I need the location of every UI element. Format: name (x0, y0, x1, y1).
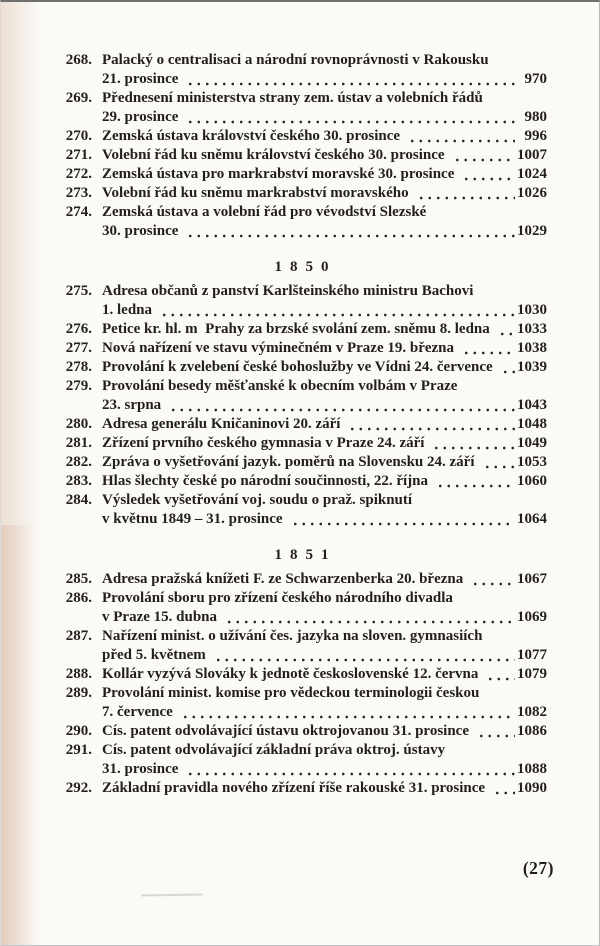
entry-title-continuation: 29. prosince (102, 109, 179, 125)
toc-entry-line (56, 703, 547, 722)
entry-title: Cís. patent odvolávající základní práva oktroj. ústavy (102, 742, 446, 758)
toc-entry (56, 339, 547, 358)
toc-entry (56, 320, 547, 339)
entry-number: 285. (65, 571, 92, 587)
toc-entry (56, 491, 547, 529)
dot-leader (492, 779, 515, 798)
entry-title: Volební řád ku sněmu království českého 30. prosince (102, 147, 445, 163)
entry-title: Zemská ústava království českého 30. prosince (102, 128, 401, 144)
entry-page-number: 1088 (517, 761, 547, 777)
toc-entry-line (56, 646, 547, 665)
toc-entry (56, 165, 547, 184)
dot-leader (347, 415, 515, 434)
toc-entry-line (56, 510, 547, 529)
toc-entry-line (56, 396, 547, 415)
entry-title: Nařízení minist. o užívání čes. jazyka na sloven. gymnasiích (102, 628, 483, 644)
toc-entry (56, 415, 547, 434)
entry-page-number: 1038 (517, 340, 547, 356)
toc-entry-line (56, 358, 547, 377)
entry-title-continuation: 30. prosince (102, 223, 179, 239)
dot-leader (159, 301, 515, 320)
toc-entry-line (56, 627, 547, 646)
entry-page-number: 1060 (517, 473, 547, 489)
entry-page-number: 1043 (517, 397, 547, 413)
toc-entry (56, 472, 547, 491)
toc-entry-line (56, 320, 547, 339)
entry-number: 274. (65, 204, 92, 220)
entry-title: Provolání sboru pro zřízení českého národního divadla (102, 590, 453, 606)
entry-number: 290. (65, 723, 92, 739)
toc-entry-line (56, 184, 547, 203)
toc-entry-line (56, 453, 547, 472)
entry-page-number: 1026 (517, 185, 547, 201)
entry-title: Výsledek vyšetřování voj. soudu o praž. spiknutí (102, 492, 413, 508)
entry-title: Přednesení ministerstva strany zem. ústav a volebních řádů (102, 90, 483, 106)
toc-entry (56, 146, 547, 165)
entry-title-continuation: v květnu 1849 – 31. prosince (102, 511, 283, 527)
entry-page-number: 1082 (517, 704, 547, 720)
dot-leader (452, 146, 515, 165)
entry-page-number: 1033 (517, 321, 547, 337)
toc-entry-line (56, 684, 547, 703)
toc-entry (56, 282, 547, 320)
entry-title: Nová nařízení ve stavu výminečném v Praze 19. března (102, 340, 455, 356)
entry-title-continuation: 21. prosince (102, 71, 179, 87)
entry-number: 287. (65, 628, 92, 644)
toc-entry-line (56, 51, 547, 70)
entry-number: 278. (65, 359, 92, 375)
dot-leader (180, 703, 515, 722)
toc-entry-line (56, 491, 547, 510)
toc-entry (56, 665, 547, 684)
toc-entry-line (56, 282, 547, 301)
dot-leader (213, 646, 515, 665)
dot-leader (500, 358, 515, 377)
toc-entry (56, 589, 547, 627)
entry-title: Zřízení prvního českého gymnasia v Praze 24. září (102, 435, 425, 451)
dot-leader (185, 70, 515, 89)
entry-title: Hlas šlechty české po národní součinnosti, 22. října (102, 473, 429, 489)
entry-title: Adresa občanů z panství Karlšteinského ministru Bachovi (102, 283, 474, 299)
toc-entry-line (56, 472, 547, 491)
entry-number: 277. (65, 340, 92, 356)
scan-artifact (141, 893, 203, 896)
entry-number: 283. (65, 473, 92, 489)
entry-title-continuation: v Praze 15. dubna (102, 609, 218, 625)
entry-page-number: 980 (524, 109, 547, 125)
toc-entry-line (56, 89, 547, 108)
dot-leader (416, 184, 515, 203)
entry-number: 291. (65, 742, 92, 758)
entry-number: 276. (65, 321, 92, 337)
entry-title: Základní pravidla nového zřízení říše rakouské 31. prosince (102, 780, 486, 796)
entry-number: 268. (65, 52, 92, 68)
toc-entry (56, 779, 547, 798)
toc-entry-line (56, 70, 547, 89)
entry-title: Zemská ústava pro markrabství moravské 30. prosince (102, 166, 455, 182)
dot-leader (470, 570, 515, 589)
entry-number: 286. (65, 590, 92, 606)
toc-entry-line (56, 127, 547, 146)
dot-leader (431, 434, 515, 453)
toc-entry-line (56, 222, 547, 241)
toc-entry-line (56, 203, 547, 222)
entry-number: 280. (65, 416, 92, 432)
entry-page-number: 1030 (517, 302, 547, 318)
entry-title-continuation: 7. července (102, 704, 173, 720)
toc-entry-line (56, 779, 547, 798)
toc-entry-line (56, 570, 547, 589)
entry-page-number: 1067 (517, 571, 547, 587)
entry-title-continuation: 1. ledna (102, 302, 153, 318)
toc-entry (56, 453, 547, 472)
dot-leader (168, 396, 515, 415)
entry-title: Zemská ústava a volební řád pro vévodství Slezské (102, 204, 427, 220)
entry-page-number: 1086 (517, 723, 547, 739)
toc-entry (56, 570, 547, 589)
page-number-footer: (27) (522, 858, 554, 878)
dot-leader (185, 760, 515, 779)
toc-entry (56, 358, 547, 377)
entry-number: 272. (65, 166, 92, 182)
entry-number: 281. (65, 435, 92, 451)
entry-page-number: 1039 (517, 359, 547, 375)
toc-entry-line (56, 415, 547, 434)
dot-leader (407, 127, 515, 146)
entry-page-number: 1053 (517, 454, 547, 470)
dot-leader (461, 339, 515, 358)
toc-entry (56, 627, 547, 665)
toc-entry (56, 741, 547, 779)
entry-page-number: 1048 (517, 416, 547, 432)
toc-entry-line (56, 165, 547, 184)
dot-leader (224, 608, 515, 627)
entry-page-number: 1090 (517, 780, 547, 796)
toc-list (56, 51, 547, 798)
entry-title: Volební řád ku sněmu markrabství moravského (102, 185, 409, 201)
entry-title: Palacký o centralisaci a národní rovnoprávnosti v Rakousku (102, 52, 489, 68)
toc-entry (56, 684, 547, 722)
dot-leader (461, 165, 515, 184)
toc-entry (56, 203, 547, 241)
section-year-heading: 1850 (274, 259, 337, 275)
dot-leader (485, 665, 515, 684)
entry-number: 284. (65, 492, 92, 508)
entry-number: 292. (65, 780, 92, 796)
entry-page-number: 1069 (517, 609, 547, 625)
toc-entry (56, 434, 547, 453)
entry-title-continuation: 23. srpna (102, 397, 162, 413)
toc-entry (56, 184, 547, 203)
entry-number: 289. (65, 685, 92, 701)
toc-entry-line (56, 741, 547, 760)
entry-title-continuation: 31. prosince (102, 761, 179, 777)
entry-number: 288. (65, 666, 92, 682)
entry-number: 271. (65, 147, 92, 163)
dot-leader (476, 722, 515, 741)
dot-leader (482, 453, 515, 472)
table-of-contents (1, 2, 599, 798)
entry-number: 282. (65, 454, 92, 470)
entry-number: 279. (65, 378, 92, 394)
entry-page-number: 1029 (517, 223, 547, 239)
dot-leader (290, 510, 515, 529)
entry-title: Kollár vyzývá Slováky k jednotě československé 12. června (102, 666, 479, 682)
entry-page-number: 970 (524, 71, 547, 87)
toc-entry-line (56, 146, 547, 165)
dot-leader (185, 222, 515, 241)
entry-number: 273. (65, 185, 92, 201)
entry-page-number: 1024 (517, 166, 547, 182)
toc-entry-line (56, 108, 547, 127)
toc-entry-line (56, 339, 547, 358)
dot-leader (185, 108, 515, 127)
entry-page-number: 1007 (517, 147, 547, 163)
toc-entry-line (56, 760, 547, 779)
toc-entry (56, 51, 547, 89)
toc-entry-line (56, 608, 547, 627)
entry-number: 275. (65, 283, 92, 299)
entry-title-continuation: před 5. květnem (102, 647, 206, 663)
toc-entry-line (56, 301, 547, 320)
entry-page-number: 1049 (517, 435, 547, 451)
entry-page-number: 1077 (517, 647, 547, 663)
toc-entry (56, 127, 547, 146)
toc-entry-line (56, 377, 547, 396)
toc-entry (56, 89, 547, 127)
entry-title: Petice kr. hl. m Prahy za brzské svolání zem. sněmu 8. ledna (102, 321, 490, 337)
entry-number: 270. (65, 128, 92, 144)
entry-title: Provolání minist. komise pro vědeckou terminologii českou (102, 685, 480, 701)
toc-entry (56, 722, 547, 741)
toc-entry (56, 377, 547, 415)
entry-title: Provolání besedy měšťanské k obecním volbám v Praze (102, 378, 458, 394)
entry-title: Adresa generálu Kničaninovi 20. září (102, 416, 341, 432)
entry-page-number: 1079 (517, 666, 547, 682)
toc-entry-line (56, 665, 547, 684)
section-year-heading: 1851 (274, 547, 337, 563)
entry-page-number: 1064 (517, 511, 547, 527)
entry-title: Cís. patent odvolávající ústavu oktrojovanou 31. prosince (102, 723, 469, 739)
entry-page-number: 996 (524, 128, 547, 144)
dot-leader (435, 472, 515, 491)
entry-title: Zpráva o vyšetřování jazyk. poměrů na Slovensku 24. září (102, 454, 475, 470)
toc-entry-line (56, 589, 547, 608)
entry-title: Provolání k zvelebení české bohoslužby ve Vídni 24. července (102, 359, 493, 375)
toc-entry-line (56, 722, 547, 741)
entry-number: 269. (65, 90, 92, 106)
toc-entry-line (56, 434, 547, 453)
entry-title: Adresa pražská knížeti F. ze Schwarzenberka 20. března (102, 571, 464, 587)
dot-leader (497, 320, 515, 339)
